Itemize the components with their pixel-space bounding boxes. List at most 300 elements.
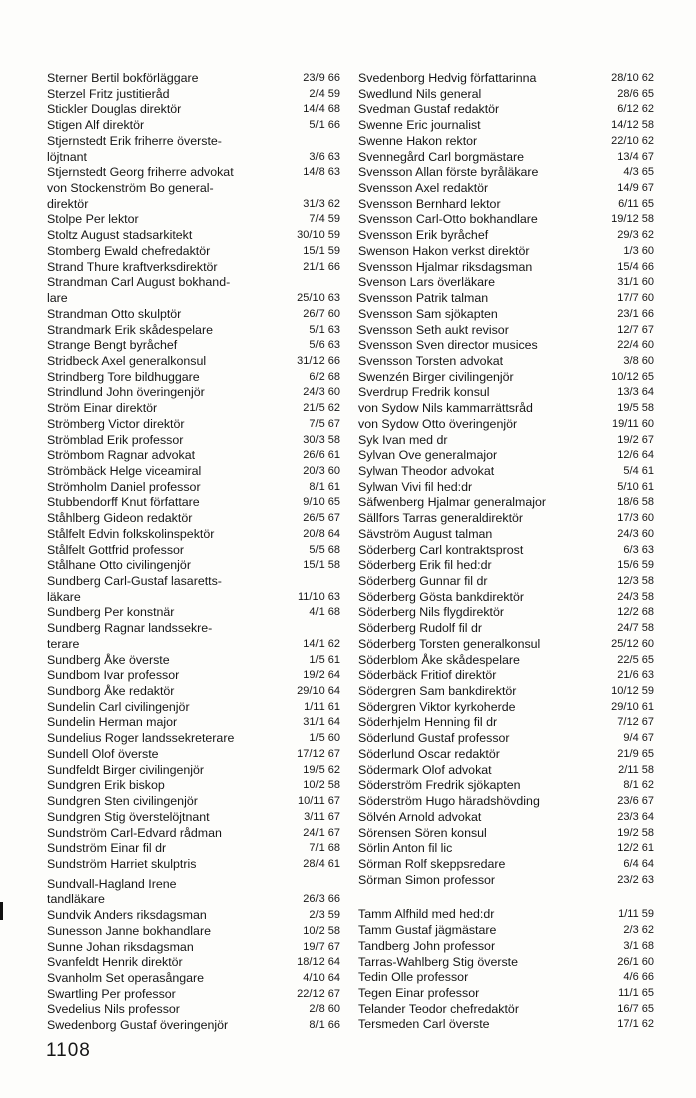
entry-date: 13/4 67 — [617, 150, 654, 163]
directory-entry — [47, 118, 340, 134]
entry-name: Swenson Hakon verkst direktör — [358, 243, 530, 258]
directory-entry — [47, 102, 340, 118]
entry-date: 22/10 62 — [611, 134, 654, 147]
entry-date: 25/12 60 — [611, 637, 654, 650]
entry-date: 22/4 60 — [617, 339, 654, 352]
entry-name: Tamm Alfhild med hed:dr — [358, 907, 495, 922]
entry-date: 28/4 61 — [303, 857, 340, 870]
directory-entry — [47, 87, 340, 103]
entry-date: 5/1 63 — [309, 323, 340, 336]
directory-entry — [358, 385, 654, 401]
directory-entry — [358, 495, 654, 511]
directory-entry — [358, 668, 654, 684]
entry-date: 31/12 66 — [297, 354, 340, 367]
directory-entry — [358, 275, 654, 291]
directory-entry — [358, 511, 654, 527]
entry-name: Sundelius Roger landssekreterare — [47, 731, 235, 746]
directory-entry — [358, 684, 654, 700]
entry-name: Strömholm Daniel professor — [47, 479, 201, 494]
entry-date: 9/10 65 — [303, 496, 340, 509]
directory-entry — [47, 971, 340, 987]
entry-name: Söderblom Åke skådespelare — [358, 652, 520, 667]
entry-name: Sunne Johan riksdagsman — [47, 939, 194, 954]
entry-name: Svensson Sam sjökapten — [358, 306, 498, 321]
entry-name: Sundvik Anders riksdagsman — [47, 908, 207, 923]
entry-date: 7/4 59 — [309, 213, 340, 226]
entry-name: Sundelin Herman major — [47, 715, 178, 730]
directory-entry — [358, 448, 654, 464]
entry-date: 5/6 63 — [309, 339, 340, 352]
entry-name: Söderström Fredrik sjökapten — [358, 778, 521, 793]
entry-name: Svensson Hjalmar riksdagsman — [358, 259, 533, 274]
entry-name: Sällfors Tarras generaldirektör — [358, 511, 524, 526]
entry-date: 26/7 60 — [303, 307, 340, 320]
directory-entry — [358, 826, 654, 842]
entry-name: Strömblad Erik professor — [47, 432, 184, 447]
directory-entry — [47, 385, 340, 401]
entry-date: 3/11 67 — [304, 810, 340, 823]
entry-name: Tamm Gustaf jägmästare — [358, 923, 497, 938]
directory-entry — [47, 244, 340, 260]
entry-name: Sundvall-Hagland Irene tandläkare — [47, 876, 177, 907]
entry-date: 12/3 58 — [617, 575, 654, 587]
entry-date: 26/3 66 — [303, 893, 340, 906]
directory-entry — [358, 433, 654, 449]
directory-entry — [358, 134, 654, 150]
directory-entry — [358, 605, 654, 621]
entry-date: 19/7 67 — [303, 940, 340, 953]
entry-name: Sundelin Carl civilingenjör — [47, 699, 190, 714]
directory-entry — [47, 181, 340, 212]
entry-date: 21/6 63 — [617, 669, 654, 682]
entry-date: 8/1 66 — [309, 1019, 340, 1032]
entry-date: 3/1 68 — [623, 939, 654, 952]
directory-entry — [358, 794, 654, 810]
directory-entry — [47, 307, 340, 323]
entry-name: Swartling Per professor — [47, 986, 176, 1001]
entry-name: Sörensen Sören konsul — [358, 825, 487, 840]
entry-name: Stålhane Otto civilingenjör — [47, 558, 191, 573]
entry-name: Södermark Olof advokat — [358, 762, 492, 777]
entry-date: 30/3 58 — [303, 433, 340, 446]
entry-name: Stålfelt Edvin folkskolinspektör — [47, 526, 215, 541]
entry-date: 15/1 58 — [303, 559, 340, 572]
entry-name: Sundgren Stig överstelöjtnant — [47, 809, 210, 824]
directory-entry — [358, 244, 654, 260]
entry-name: Stigen Alf direktör — [47, 118, 145, 133]
entry-name: Sundberg Carl-Gustaf lasaretts- läkare — [47, 574, 222, 604]
directory-entry — [358, 621, 654, 637]
entry-date: 2/11 58 — [618, 763, 654, 776]
entry-date: 24/3 60 — [303, 386, 340, 399]
entry-date: 1/5 61 — [309, 653, 340, 666]
entry-name: Tandberg John professor — [358, 938, 496, 953]
directory-entry — [47, 794, 340, 810]
entry-name: Ström Einar direktör — [47, 401, 158, 416]
entry-name: Swedenborg Gustaf överingenjör — [47, 1018, 229, 1033]
directory-entry — [358, 857, 654, 873]
directory-entry — [358, 260, 654, 276]
entry-name: Svensson Erik byråchef — [358, 228, 489, 243]
entry-date: 28/10 62 — [611, 72, 654, 84]
directory-entry — [358, 637, 654, 653]
entry-date: 17/3 60 — [617, 512, 654, 525]
directory-entry — [358, 480, 654, 496]
entry-name: Tegen Einar professor — [358, 985, 480, 1000]
entry-name: Stubbendorff Knut författare — [47, 495, 200, 510]
entry-name: Svensson Patrik talman — [358, 291, 489, 306]
entry-date: 19/11 60 — [611, 417, 654, 430]
entry-name: Svensson Allan förste byråläkare — [358, 165, 539, 180]
entry-name: Södergren Viktor kyrkoherde — [358, 699, 516, 714]
entry-date: 29/3 62 — [617, 229, 654, 242]
entry-date: 21/5 62 — [303, 402, 340, 415]
directory-entry — [47, 1002, 340, 1018]
entry-date: 2/3 59 — [309, 909, 340, 922]
scan-edge-mark — [0, 902, 3, 920]
entry-date: 11/1 65 — [618, 986, 654, 999]
entry-date: 19/2 64 — [303, 669, 340, 682]
directory-entry — [47, 747, 340, 763]
section-gap — [358, 888, 654, 907]
directory-entry — [358, 291, 654, 307]
entry-name: Sylvan Ove generalmajor — [358, 448, 498, 463]
entry-name: Söderlund Oscar redaktör — [358, 746, 500, 761]
entry-date: 5/4 61 — [623, 464, 654, 477]
directory-entry — [358, 212, 654, 228]
entry-date: 8/1 61 — [309, 480, 340, 493]
directory-entry — [358, 417, 654, 433]
entry-date: 15/1 59 — [303, 244, 340, 257]
entry-name: Sundell Olof överste — [47, 746, 159, 761]
entry-name: Svennegård Carl borgmästare — [358, 149, 524, 164]
page-number: 1108 — [46, 1040, 91, 1061]
entry-name: Svanfeldt Henrik direktör — [47, 955, 183, 970]
entry-name: Stolpe Per lektor — [47, 212, 139, 227]
entry-date: 18/6 58 — [617, 496, 654, 509]
entry-date: 18/12 64 — [297, 956, 340, 969]
directory-entry — [47, 338, 340, 354]
entry-date: 9/4 67 — [623, 732, 654, 745]
entry-date: 6/11 65 — [618, 197, 654, 210]
entry-name: Sunesson Janne bokhandlare — [47, 923, 211, 938]
entry-date: 3/8 60 — [623, 354, 654, 367]
left-column — [47, 71, 340, 1034]
directory-entry — [47, 495, 340, 511]
entry-name: Strömberg Victor direktör — [47, 416, 185, 431]
entry-date: 23/9 66 — [303, 72, 340, 84]
entry-name: Söderström Hugo häradshövding — [358, 794, 540, 809]
directory-entry — [358, 150, 654, 166]
directory-entry — [47, 877, 340, 908]
entry-date: 6/4 64 — [623, 857, 654, 870]
directory-entry — [358, 841, 654, 857]
directory-entry — [47, 1018, 340, 1034]
entry-name: Sundgren Sten civilingenjör — [47, 794, 198, 809]
entry-name: Sverdrup Fredrik konsul — [358, 385, 490, 400]
entry-date: 23/3 64 — [617, 810, 654, 823]
entry-date: 23/2 63 — [617, 873, 654, 886]
entry-name: Södergren Sam bankdirektör — [358, 684, 517, 699]
entry-date: 6/12 62 — [617, 103, 654, 116]
entry-date: 17/1 62 — [617, 1018, 654, 1031]
directory-entry — [47, 417, 340, 433]
entry-date: 14/1 62 — [303, 637, 340, 650]
entry-date: 19/5 62 — [303, 763, 340, 776]
directory-entry — [358, 778, 654, 794]
directory-entry — [358, 228, 654, 244]
directory-entry — [358, 986, 654, 1002]
entry-date: 3/6 63 — [309, 150, 340, 163]
entry-name: Strandman Carl August bokhand- lare — [47, 275, 231, 306]
directory-entry — [358, 370, 654, 386]
directory-entry — [358, 763, 654, 779]
entry-name: Strindberg Tore bildhuggare — [47, 369, 200, 384]
entry-date: 1/11 61 — [304, 700, 340, 713]
entry-name: Sundberg Ragnar landssekre- terare — [47, 621, 213, 651]
entry-date: 8/1 62 — [623, 779, 654, 792]
entry-name: Strömbäck Helge viceamiral — [47, 463, 202, 478]
directory-entry — [47, 212, 340, 228]
entry-date: 19/12 58 — [611, 213, 654, 226]
entry-name: Sundgren Erik biskop — [47, 778, 165, 793]
entry-name: Svensson Torsten advokat — [358, 353, 504, 368]
entry-name: Swenzén Birger civilingenjör — [358, 369, 514, 384]
entry-date: 13/3 64 — [617, 386, 654, 399]
entry-name: Söderberg Torsten generalkonsul — [358, 636, 541, 651]
directory-entry — [358, 970, 654, 986]
entry-name: Swenne Hakon rektor — [358, 133, 478, 148]
directory-entry — [358, 354, 654, 370]
directory-entry — [47, 558, 340, 574]
entry-name: von Sydow Nils kammarrättsråd — [358, 401, 533, 416]
directory-entry — [358, 401, 654, 417]
entry-date: 14/12 58 — [611, 119, 654, 132]
entry-date: 10/12 59 — [611, 685, 654, 698]
entry-date: 22/5 65 — [617, 653, 654, 666]
entry-date: 20/3 60 — [303, 464, 340, 477]
directory-entry — [47, 260, 340, 276]
entry-date: 31/1 64 — [303, 716, 340, 729]
entry-date: 14/4 68 — [303, 103, 340, 116]
directory-entry — [47, 448, 340, 464]
directory-entry — [47, 653, 340, 669]
entry-date: 5/10 61 — [617, 480, 654, 493]
entry-name: Sterzel Fritz justitieråd — [47, 86, 170, 101]
directory-entry — [47, 908, 340, 924]
directory-entry — [358, 181, 654, 197]
entry-name: Stjernstedt Erik friherre överste- löjtnant — [47, 133, 222, 164]
entry-name: Söderlund Gustaf professor — [358, 731, 510, 746]
directory-entry — [358, 71, 654, 87]
entry-name: Sundberg Åke överste — [47, 652, 170, 667]
directory-entry — [358, 87, 654, 103]
entry-date: 17/12 67 — [297, 747, 340, 760]
entry-date: 6/3 63 — [623, 543, 654, 556]
entry-name: Sundström Harriet skulptris — [47, 856, 197, 871]
entry-name: von Stockenström Bo general- direktör — [47, 181, 214, 211]
entry-name: Stickler Douglas direktör — [47, 102, 182, 117]
directory-entry — [47, 605, 340, 621]
directory-entry — [47, 621, 340, 652]
directory-entry — [47, 826, 340, 842]
directory-entry — [47, 778, 340, 794]
entry-name: Svedelius Nils professor — [47, 1002, 180, 1017]
entry-date: 14/9 67 — [617, 182, 654, 195]
directory-entry — [47, 668, 340, 684]
directory-entry — [358, 197, 654, 213]
entry-name: Svensson Carl-Otto bokhandlare — [358, 212, 538, 227]
entry-date: 24/1 67 — [303, 826, 340, 839]
directory-entry — [47, 987, 340, 1003]
entry-date: 4/10 64 — [303, 971, 340, 984]
entry-name: Svensson Axel redaktör — [358, 181, 489, 196]
entry-name: Sundström Carl-Edvard rådman — [47, 825, 222, 840]
entry-date: 2/8 60 — [309, 1003, 340, 1016]
directory-entry — [47, 940, 340, 956]
entry-date: 29/10 64 — [297, 685, 340, 698]
entry-date: 2/3 62 — [623, 924, 654, 937]
entry-date: 26/6 61 — [303, 449, 340, 462]
entry-date: 29/10 61 — [611, 700, 654, 713]
entry-name: Syk Ivan med dr — [358, 432, 448, 447]
directory-entry — [358, 715, 654, 731]
entry-date: 6/2 68 — [309, 370, 340, 383]
directory-entry — [47, 924, 340, 940]
directory-entry — [47, 71, 340, 87]
entry-date: 12/6 64 — [617, 449, 654, 462]
entry-name: Tedin Olle professor — [358, 970, 469, 985]
entry-date: 12/7 67 — [617, 323, 654, 336]
entry-name: Sörlin Anton fil lic — [358, 841, 453, 856]
entry-date: 4/6 66 — [623, 971, 654, 984]
directory-entry — [358, 590, 654, 606]
entry-date: 31/1 60 — [617, 276, 654, 289]
directory-entry — [47, 134, 340, 165]
directory-entry — [358, 747, 654, 763]
directory-entry — [358, 102, 654, 118]
entry-date: 1/11 59 — [618, 908, 654, 921]
entry-date: 19/5 58 — [617, 402, 654, 415]
entry-date: 28/6 65 — [617, 87, 654, 100]
entry-name: Sävström August talman — [358, 526, 493, 541]
entry-date: 12/2 68 — [617, 606, 654, 619]
entry-name: Sundberg Per konstnär — [47, 605, 175, 620]
directory-entry — [47, 731, 340, 747]
entry-date: 24/7 58 — [617, 622, 654, 635]
entry-name: Sterner Bertil bokförläggare — [47, 71, 199, 85]
entry-date: 17/7 60 — [617, 292, 654, 305]
directory-entry — [358, 653, 654, 669]
directory-entry — [358, 731, 654, 747]
entry-date: 16/7 65 — [617, 1002, 654, 1015]
entry-name: Stjernstedt Georg friherre advokat — [47, 165, 234, 180]
directory-entry — [358, 574, 654, 590]
entry-date: 23/1 66 — [617, 307, 654, 320]
entry-name: Ståhlberg Gideon redaktör — [47, 511, 193, 526]
entry-date: 23/6 67 — [617, 795, 654, 808]
directory-entry — [47, 527, 340, 543]
entry-name: Sundfeldt Birger civilingenjör — [47, 762, 205, 777]
entry-name: Söderberg Carl kontraktsprost — [358, 542, 524, 557]
directory-entry — [358, 338, 654, 354]
entry-date: 15/4 66 — [617, 260, 654, 273]
entry-name: Sylwan Theodor advokat — [358, 463, 495, 478]
directory-entry — [47, 480, 340, 496]
entry-name: Swedlund Nils general — [358, 86, 482, 101]
directory-entry — [358, 955, 654, 971]
entry-name: Svanholm Set operasångare — [47, 970, 205, 985]
entry-name: Svensson Seth aukt revisor — [358, 322, 509, 337]
entry-name: Stoltz August stadsarkitekt — [47, 228, 193, 243]
entry-name: Stridbeck Axel generalkonsul — [47, 353, 207, 368]
entry-name: Tersmeden Carl överste — [358, 1017, 490, 1032]
directory-entry — [358, 810, 654, 826]
directory-entry — [47, 401, 340, 417]
entry-name: Svedenborg Hedvig författarinna — [358, 71, 537, 85]
directory-entry — [47, 370, 340, 386]
entry-date: 1/3 60 — [623, 244, 654, 257]
directory-entry — [358, 558, 654, 574]
entry-date: 24/3 60 — [617, 527, 654, 540]
entry-date: 2/4 59 — [309, 87, 340, 100]
entry-name: Telander Teodor chefredaktör — [358, 1001, 519, 1016]
directory-entry — [47, 955, 340, 971]
directory-entry — [47, 354, 340, 370]
entry-name: Strindlund John överingenjör — [47, 385, 205, 400]
entry-name: Sörman Simon professor — [358, 872, 496, 887]
entry-date: 19/2 58 — [617, 826, 654, 839]
directory-entry — [358, 464, 654, 480]
entry-name: Söderberg Nils flygdirektör — [358, 605, 504, 620]
directory-entry — [47, 228, 340, 244]
entry-date: 22/12 67 — [297, 987, 340, 1000]
directory-entry — [358, 323, 654, 339]
entry-name: Tarras-Wahlberg Stig överste — [358, 954, 518, 969]
entry-date: 26/5 67 — [303, 512, 340, 525]
entry-date: 25/10 63 — [297, 292, 340, 305]
directory-entry — [47, 165, 340, 181]
entry-date: 4/3 65 — [623, 166, 654, 179]
right-column — [358, 71, 654, 1033]
entry-name: Söderbäck Fritiof direktör — [358, 668, 497, 683]
directory-entry — [47, 715, 340, 731]
entry-date: 7/12 67 — [617, 716, 654, 729]
entry-date: 24/3 58 — [617, 590, 654, 603]
entry-name: Svensson Bernhard lektor — [358, 196, 501, 211]
directory-entry — [358, 1017, 654, 1033]
directory-entry — [358, 118, 654, 134]
entry-name: Stålfelt Gottfrid professor — [47, 542, 185, 557]
directory-entry — [358, 923, 654, 939]
entry-name: Strange Bengt byråchef — [47, 338, 178, 353]
directory-entry — [358, 939, 654, 955]
directory-entry — [358, 165, 654, 181]
directory-entry — [358, 700, 654, 716]
entry-date: 19/2 67 — [617, 433, 654, 446]
entry-date: 31/3 62 — [303, 197, 340, 210]
entry-name: Strand Thure kraftverksdirektör — [47, 259, 218, 274]
entry-date: 26/1 60 — [617, 955, 654, 968]
directory-entry — [47, 574, 340, 605]
directory-entry — [358, 543, 654, 559]
directory-entry — [47, 810, 340, 826]
entry-date: 10/11 67 — [297, 795, 340, 808]
entry-name: Svenson Lars överläkare — [358, 275, 496, 290]
directory-entry — [47, 323, 340, 339]
entry-date: 20/8 64 — [303, 527, 340, 540]
entry-name: Söderhjelm Henning fil dr — [358, 715, 498, 730]
